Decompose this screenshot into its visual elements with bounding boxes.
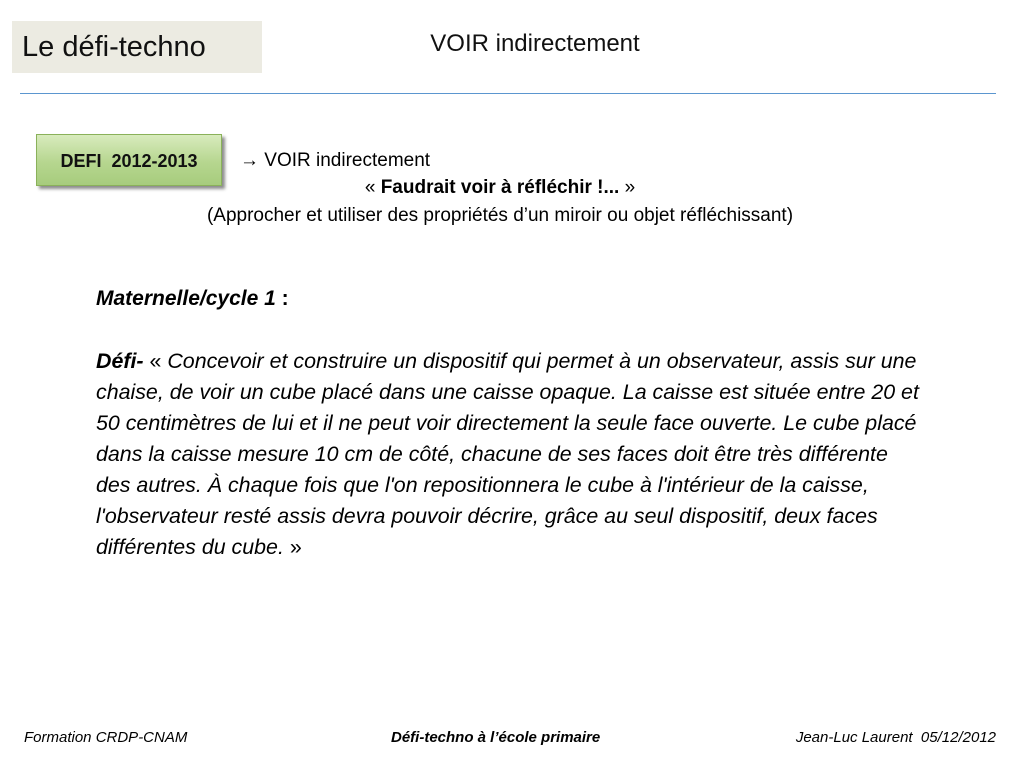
defi-description: (Approcher et utiliser des propriétés d’un miroir ou objet réfléchissant) <box>206 205 794 226</box>
footer-center: Défi-techno à l’école primaire <box>391 729 601 746</box>
challenge-quote-close: » <box>289 535 302 559</box>
challenge-text: Concevoir et construire un dispositif qui permet à un observateur, assis sur une chaise, de voir un cube placé dans une caisse opaque. La caisse est située entre 20 et 50 centimètres de lui et il ne peut voir directement la seule face ouverte. Le cube placé dans la caisse mesure 10 cm de côté, chacune de ses faces doit être très différente des autres. À chaque fois que l'on repositionnera le cube à l'intérieur de la caisse, l'observateur resté assis devra pouvoir décrire, grâce au seul dispositif, deux faces différentes du cube. <box>96 349 919 559</box>
slide-title: VOIR indirectement <box>430 30 640 57</box>
motto-text: Faudrait voir à réfléchir !... <box>380 177 620 198</box>
level-label: Maternelle/cycle 1 <box>96 287 276 310</box>
footer-right: Jean-Luc Laurent 05/12/2012 <box>795 729 996 746</box>
defi-motto <box>100 177 900 199</box>
challenge-quote-open: « <box>149 349 162 373</box>
level-colon: : <box>281 287 289 310</box>
motto-quote-open: « <box>364 177 376 198</box>
challenge-label: Défi- <box>96 349 144 373</box>
defi-badge-label: DEFI 2012-2013 <box>60 151 198 171</box>
header-box <box>12 21 262 73</box>
title-divider <box>20 93 996 94</box>
footer-left: Formation CRDP-CNAM <box>24 729 188 746</box>
level-heading <box>96 287 289 311</box>
motto-quote-close: » <box>624 177 636 198</box>
challenge-paragraph <box>96 346 920 563</box>
defi-theme: → VOIR indirectement <box>240 150 431 171</box>
header-box-label: Le défi-techno <box>22 31 206 63</box>
